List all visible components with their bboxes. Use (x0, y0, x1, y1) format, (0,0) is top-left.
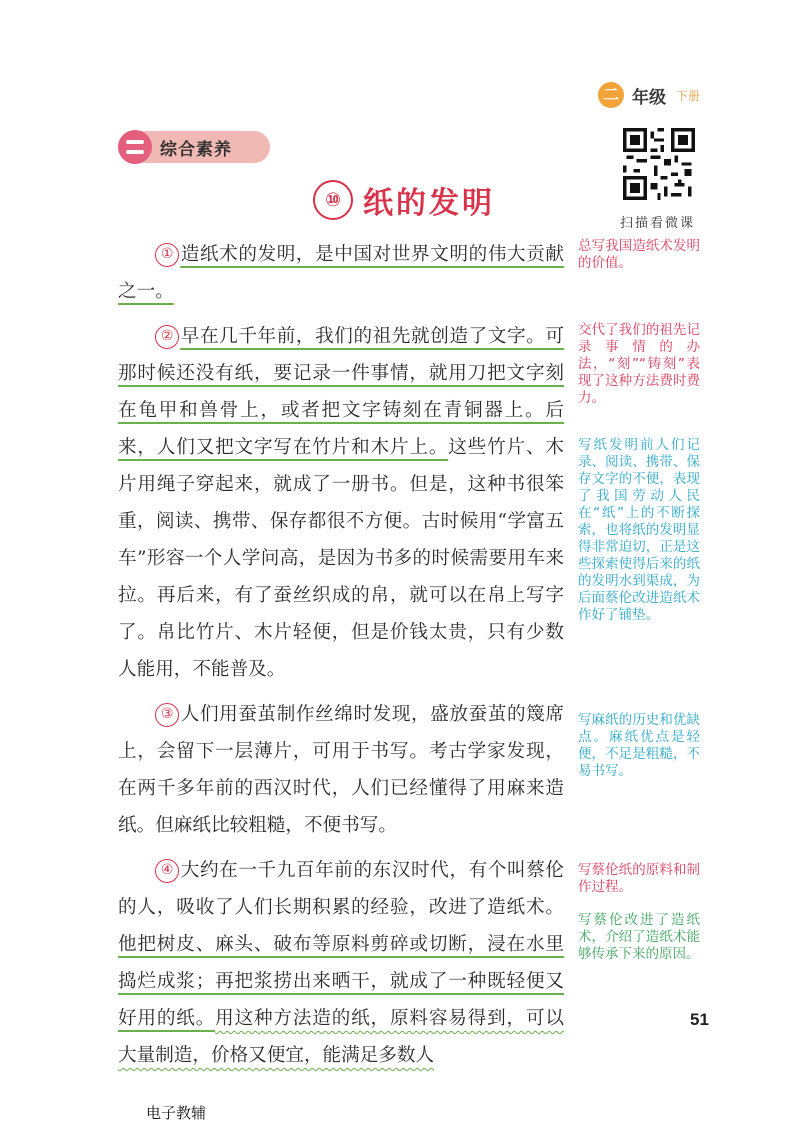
margin-note: 写蔡伦改进了造纸术，介绍了造纸术能够传承下来的原因。 (578, 912, 700, 962)
qr-caption: 扫描看微课 (620, 216, 696, 231)
paragraph-text: 大约在一千九百年前的东汉时代，有个叫蔡伦的人，吸收了人们长期积累的经验，改进了造纸术。 (118, 860, 564, 918)
paragraph-text: 这些竹片、木片用绳子穿起来，就成了一册书。但是，这种书很笨重，阅读、携带、保存都很不方便。古时候用“学富五车”形容一个人学问高，是因为书多的时候需要用车来拉。再后来，有了蚕丝织成的帛，就可以在帛上写字了。帛比竹片、木片轻便，但是价钱太贵，只有少数人能用，不能普及。 (118, 437, 564, 680)
grade-text: 年级 (631, 87, 666, 108)
lesson-title-text: 纸的发明 (363, 186, 495, 221)
paragraph-1 (118, 236, 564, 310)
section-tag-icon (118, 130, 152, 164)
paragraph-number: ② (155, 325, 179, 349)
paragraph-2 (118, 318, 564, 688)
lesson-number: ⑩ (313, 180, 353, 220)
margin-note: 写麻纸的历史和优缺点。麻纸优点是轻便，不足是粗糙，不易书写。 (578, 712, 700, 779)
footer-label: 电子教辅 (146, 1104, 207, 1122)
paragraph-3 (118, 696, 564, 844)
lesson-title (313, 178, 495, 222)
margin-note: 写蔡伦纸的原料和制作过程。 (578, 862, 700, 895)
paragraph-4 (118, 852, 564, 1074)
section-tag (118, 131, 270, 163)
grade-badge: 二 (598, 82, 624, 108)
paragraph-number: ④ (155, 859, 179, 883)
paragraph-number: ③ (155, 703, 179, 727)
underlined-sentence: 他把树皮、麻头、破布等原料剪碎或切断，浸在水里捣烂成浆；再把浆捞出来晒干，就成了一种既轻便又好用的纸。 (118, 934, 564, 1029)
qr-code-icon[interactable] (623, 128, 695, 200)
underlined-sentence: 造纸术的发明，是中国对世界文明的伟大贡献之一。 (118, 244, 564, 302)
margin-note: 写纸发明前人们记录、阅读、携带、保存文字的不便，表现了我国劳动人民在“纸”上的不断探索，也将纸的发明显得非常迫切，正是这些探索使得后来的纸的发明水到渠成，为后面蔡伦改进造纸术作好了铺垫。 (578, 437, 700, 623)
margin-note: 交代了我们的祖先记录事情的办法，“刻”“铸刻”表现了这种方法费时费力。 (578, 322, 700, 406)
grade-label (598, 82, 700, 108)
margin-note: 总写我国造纸术发明的价值。 (578, 238, 700, 271)
underlined-sentence: 早在几千年前，我们的祖先就创造了文字。可那时候还没有纸，要记录一件事情，就用刀把文字刻在龟甲和兽骨上，或者把文字铸刻在青铜器上。后来，人们又把文字写在竹片和木片上。 (118, 326, 564, 458)
section-tag-label: 综合素养 (160, 139, 232, 160)
paragraph-text: 人们用蚕茧制作丝绵时发现，盛放蚕茧的篾席上，会留下一层薄片，可用于书写。考古学家发现，在两千多年前的西汉时代，人们已经懂得了用麻来造纸。但麻纸比较粗糙，不便书写。 (118, 704, 564, 836)
paragraph-number: ① (155, 243, 179, 267)
page-number: 51 (690, 1010, 709, 1029)
wavy-underlined-sentence: 用这种方法造的纸，原料容易得到，可以大量制造，价格又便宜，能满足多数人 (118, 1008, 564, 1066)
grade-volume: 下册 (675, 88, 700, 103)
lesson-body (118, 236, 564, 1082)
